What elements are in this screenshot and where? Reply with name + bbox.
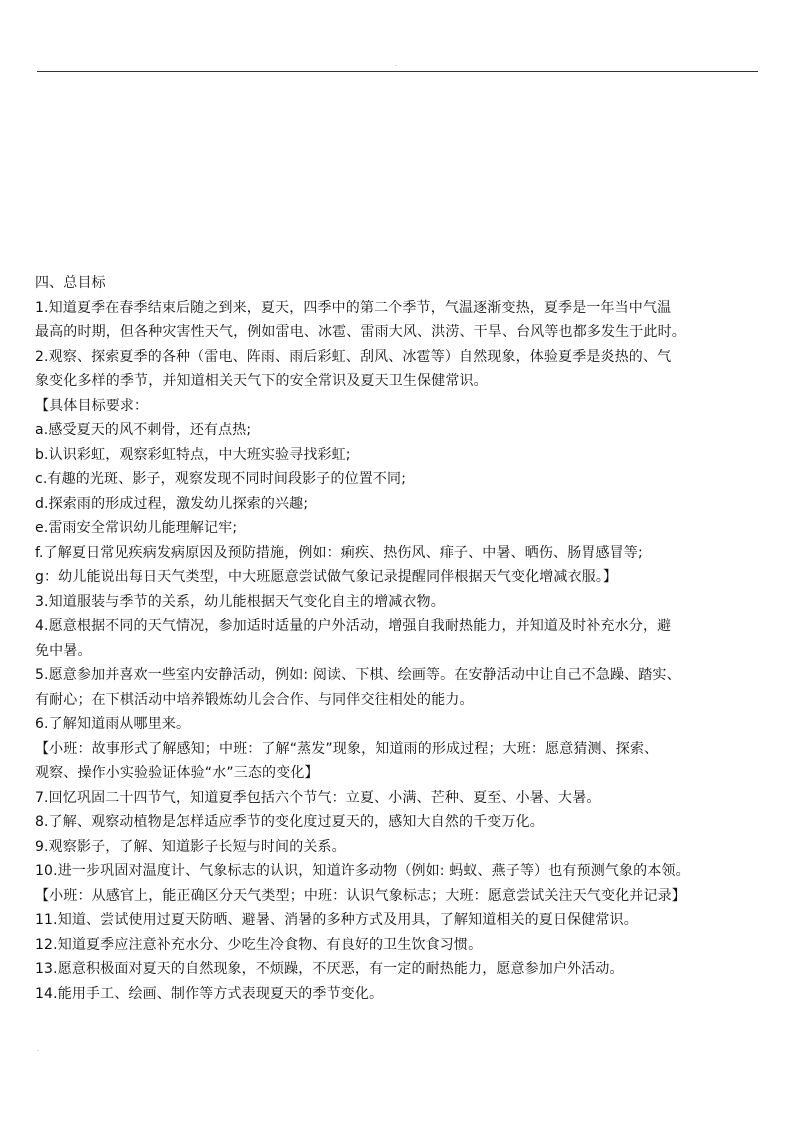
goal-4-line-1: 4.愿意根据不同的天气情况，参加适时适量的户外活动，增强自我耐热能力，并知道及时补充水分，避 bbox=[35, 618, 672, 634]
goal-6-detail-line-1: 【小班：故事形式了解感知；中班：了解“蒸发”现象，知道雨的形成过程；大班：愿意猜测、探索、 bbox=[35, 740, 659, 757]
document-body bbox=[35, 271, 763, 1006]
header-dot: . bbox=[395, 61, 397, 68]
specific-goal-g: g：幼儿能说出每日天气类型，中大班愿意尝试做气象记录提醒同伴根据天气变化增减衣服。】 bbox=[35, 569, 618, 585]
goal-10-detail: 【小班：从感官上，能正确区分天气类型；中班：认识气象标志；大班：愿意尝试关注天气变化并记录】 bbox=[35, 887, 686, 904]
specific-goal-f: f.了解夏日常见疾病发病原因及预防措施，例如：痢疾、热伤风、痱子、中暑、晒伤、肠胃感冒等; bbox=[35, 544, 643, 561]
goal-8: 8.了解、观察动植物是怎样适应季节的变化度过夏天的，感知大自然的千变万化。 bbox=[35, 814, 544, 830]
goal-3: 3.知道服装与季节的关系，幼儿能根据天气变化自主的增减衣物。 bbox=[35, 593, 445, 610]
specific-goal-e: e.雷雨安全常识幼儿能理解记牢; bbox=[35, 520, 238, 536]
header-rule bbox=[37, 71, 758, 72]
goal-4-line-2: 免中暑。 bbox=[35, 642, 92, 659]
goal-5-line-2: 有耐心；在下棋活动中培养锻炼幼儿会合作、与同伴交往相处的能力。 bbox=[35, 691, 474, 708]
goal-13: 13.愿意积极面对夏天的自然现象，不烦躁，不厌恶，有一定的耐热能力，愿意参加户外活动。 bbox=[35, 961, 624, 977]
goal-7: 7.回忆巩固二十四节气，知道夏季包括六个节气：立夏、小满、芒种、夏至、小暑、大暑。 bbox=[35, 789, 601, 806]
specific-goal-a: a.感受夏天的风不刺骨，还有点热; bbox=[35, 422, 252, 438]
goal-2-line-2: 象变化多样的季节，并知道相关天气下的安全常识及夏天卫生保健常识。 bbox=[35, 373, 488, 389]
goal-12: 12.知道夏季应注意补充水分、少吃生冷食物、有良好的卫生饮食习惯。 bbox=[35, 936, 483, 953]
section-title: 四、总目标 bbox=[35, 275, 106, 291]
specific-goal-c: c.有趣的光斑、影子，观察发现不同时间段影子的位置不同; bbox=[35, 471, 407, 487]
goal-1-line-2: 最高的时期，但各种灾害性天气，例如雷电、冰雹、雷雨大风、洪涝、干旱、台风等也都多发生于此时。 bbox=[35, 324, 686, 340]
specific-goal-b: b.认识彩虹，观察彩虹特点，中大班实验寻找彩虹; bbox=[35, 446, 351, 463]
goal-1-line-1: 1.知道夏季在春季结束后随之到来，夏天，四季中的第二个季节，气温逐渐变热，夏季是一年当中气温 bbox=[35, 299, 672, 316]
specific-goals-heading: 【具体目标要求： bbox=[35, 397, 149, 414]
goal-6-detail-line-2: 观察、操作小实验验证体验“水”三态的变化】 bbox=[35, 765, 319, 781]
footer-dot: . bbox=[37, 1046, 39, 1053]
goal-10: 10.进一步巩固对温度计、气象标志的认识，知道许多动物（例如: 蚂蚁、燕子等）也有预测气象的本领。 bbox=[35, 863, 690, 879]
specific-goal-d: d.探索雨的形成过程，激发幼儿探索的兴趣; bbox=[35, 495, 309, 512]
goal-11: 11.知道、尝试使用过夏天防晒、避暑、消暑的多种方式及用具，了解知道相关的夏日保健常识。 bbox=[35, 912, 638, 928]
goal-6: 6.了解知道雨从哪里来。 bbox=[35, 716, 191, 732]
goal-9: 9.观察影子，了解、知道影子长短与时间的关系。 bbox=[35, 838, 346, 855]
goal-2-line-1: 2.观察、探索夏季的各种（雷电、阵雨、雨后彩虹、刮风、冰雹等）自然现象，体验夏季是炎热的、气 bbox=[35, 348, 672, 365]
goal-5-line-1: 5.愿意参加并喜欢一些室内安静活动，例如: 阅读、下棋、绘画等。在安静活动中让自己不急躁、踏实、 bbox=[35, 667, 681, 683]
goal-14: 14.能用手工、绘画、制作等方式表现夏天的季节变化。 bbox=[35, 985, 384, 1002]
